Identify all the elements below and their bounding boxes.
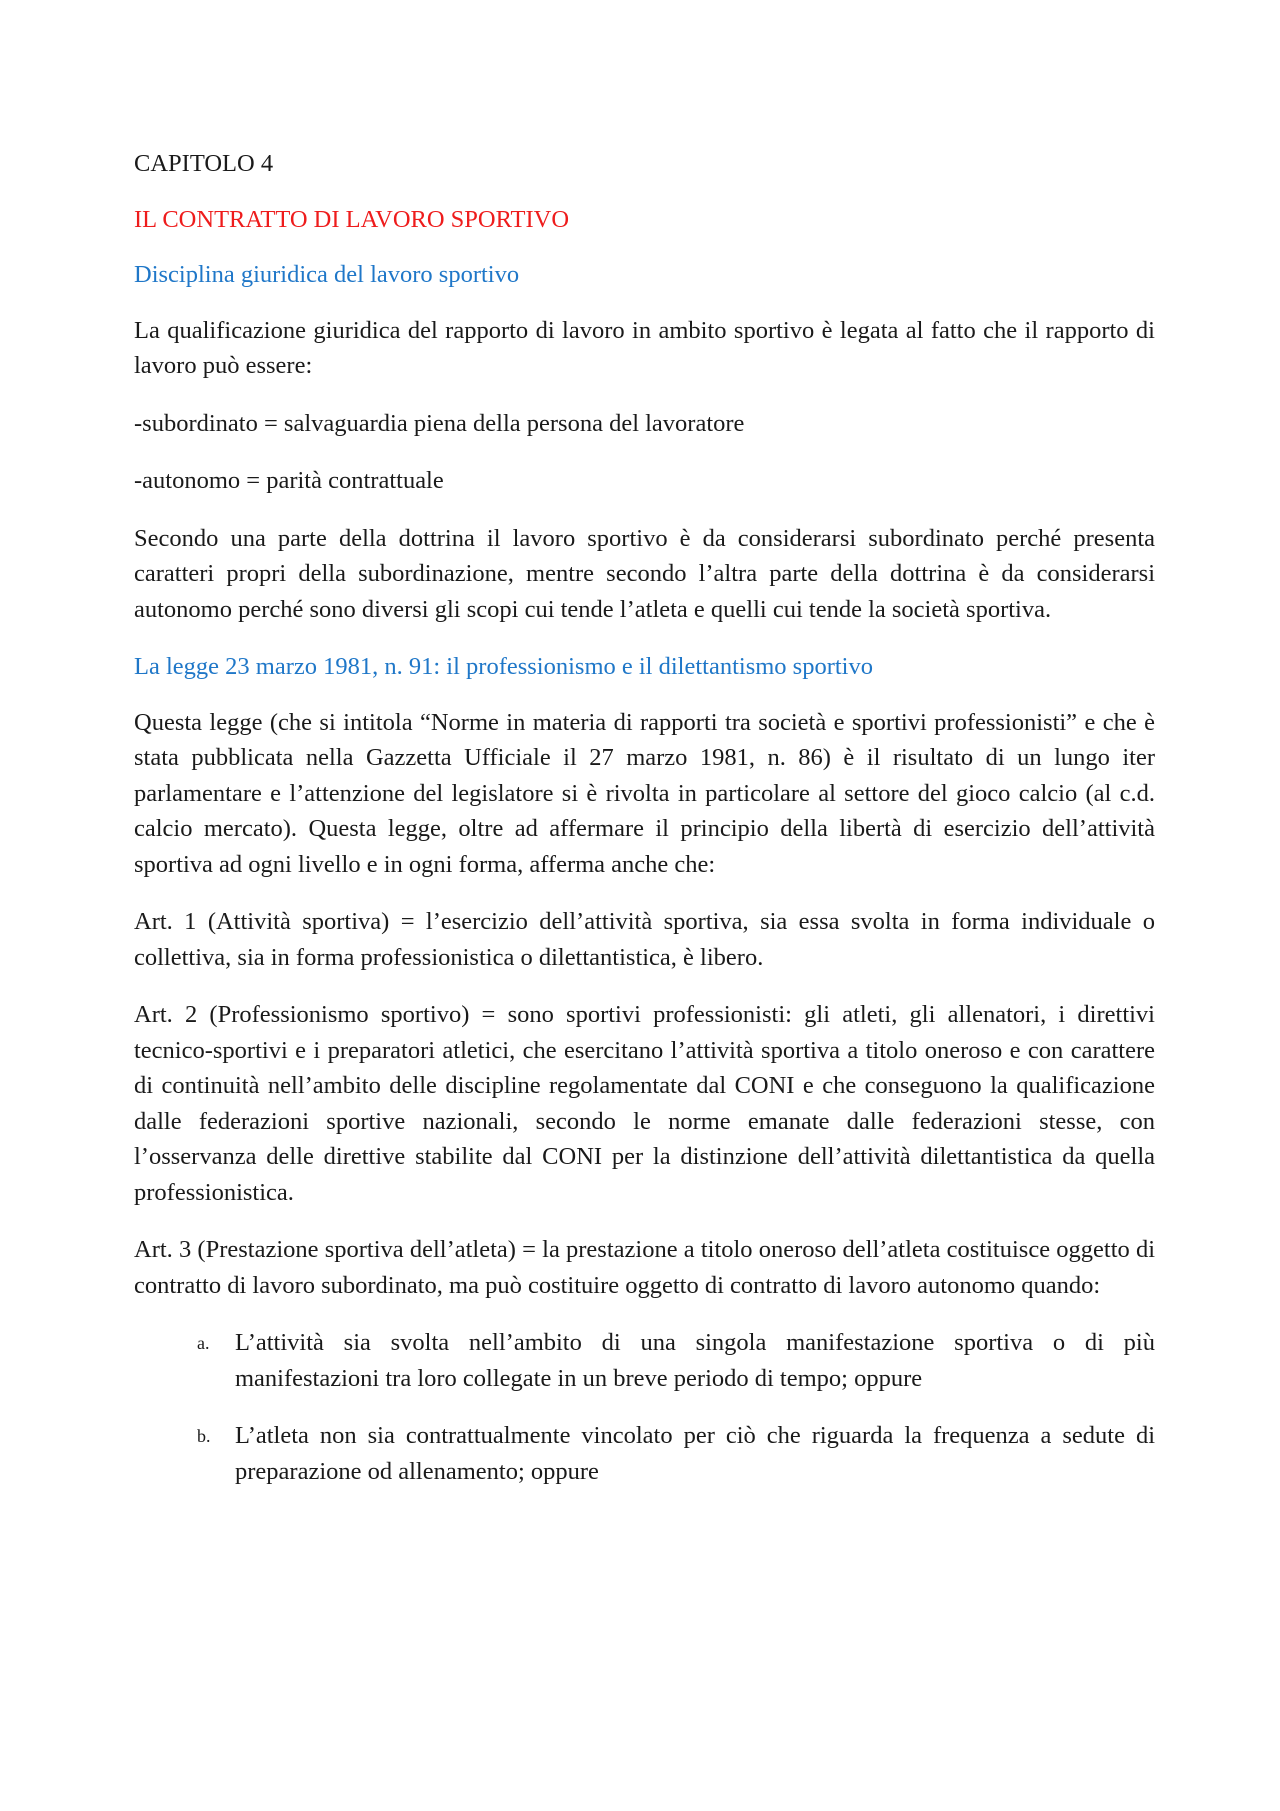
conditions-list (134, 1325, 1155, 1489)
paragraph-art-1: Art. 1 (Attività sportiva) = l’esercizio dell’attività sportiva, sia essa svolta in forma individuale o collettiva, sia in forma professionistica o dilettantistica, è libero. (134, 908, 1155, 971)
section-heading-disciplina: Disciplina giuridica del lavoro sportivo (134, 261, 520, 288)
paragraph-dottrina: Secondo una parte della dottrina il lavoro sportivo è da considerarsi subordinato perché presenta caratteri propri della subordinazione, mentre secondo l’altra parte della dottrina è da considerarsi autonomo perché sono diversi gli scopi cui tende l’atleta e quelli cui tende la società sportiva. (134, 524, 1155, 623)
list-item-text: L’atleta non sia contrattualmente vincolato per ciò che riguarda la frequenza a sedute di preparazione od allenamento; oppure (235, 1422, 1155, 1485)
paragraph-subordinato: -subordinato = salvaguardia piena della persona del lavoratore (134, 409, 745, 437)
chapter-label: CAPITOLO 4 (134, 150, 274, 177)
paragraph-art-2: Art. 2 (Professionismo sportivo) = sono sportivi professionisti: gli atleti, gli allenatori, i direttivi tecnico-sportivi e i preparatori atletici, che esercitano l’attività sportiva a titolo oneroso e con carattere di continuità nell’ambito delle discipline regolamentate dal CONI e che conseguono la qualificazione dalle federazioni sportive nazionali, secondo le norme emanate dalle federazioni stesse, con l’osservanza delle direttive stabilite dal CONI per la distinzione dell’attività dilettantistica da quella professionistica. (134, 1001, 1155, 1206)
paragraph-intro: La qualificazione giuridica del rapporto di lavoro in ambito sportivo è legata al fatto che il rapporto di lavoro può essere: (134, 316, 1155, 379)
chapter-title: IL CONTRATTO DI LAVORO SPORTIVO (134, 205, 570, 233)
list-marker: a. (197, 1333, 210, 1353)
list-item-text: L’attività sia svolta nell’ambito di una singola manifestazione sportiva o di più manifestazioni tra loro collegate in un breve periodo di tempo; oppure (235, 1329, 1155, 1392)
document-page (134, 146, 1155, 1511)
list-item (134, 1325, 1155, 1396)
list-marker: b. (197, 1426, 211, 1446)
section-heading-legge-91: La legge 23 marzo 1981, n. 91: il professionismo e il dilettantismo sportivo (134, 653, 873, 680)
list-item (134, 1418, 1155, 1489)
paragraph-art-3: Art. 3 (Prestazione sportiva dell’atleta) = la prestazione a titolo oneroso dell’atleta costituisce oggetto di contratto di lavoro subordinato, ma può costituire oggetto di contratto di lavoro autonomo quando: (134, 1236, 1155, 1299)
paragraph-autonomo: -autonomo = parità contrattuale (134, 467, 444, 494)
paragraph-legge-intro: Questa legge (che si intitola “Norme in materia di rapporti tra società e sportivi professionisti” e che è stata pubblicata nella Gazzetta Ufficiale il 27 marzo 1981, n. 86) è il risultato di un lungo iter parlamentare e l’attenzione del legislatore si è rivolta in particolare al settore del gioco calcio (al c.d. calcio mercato). Questa legge, oltre ad affermare il principio della libertà di esercizio dell’attività sportiva ad ogni livello e in ogni forma, afferma anche che: (134, 708, 1155, 878)
